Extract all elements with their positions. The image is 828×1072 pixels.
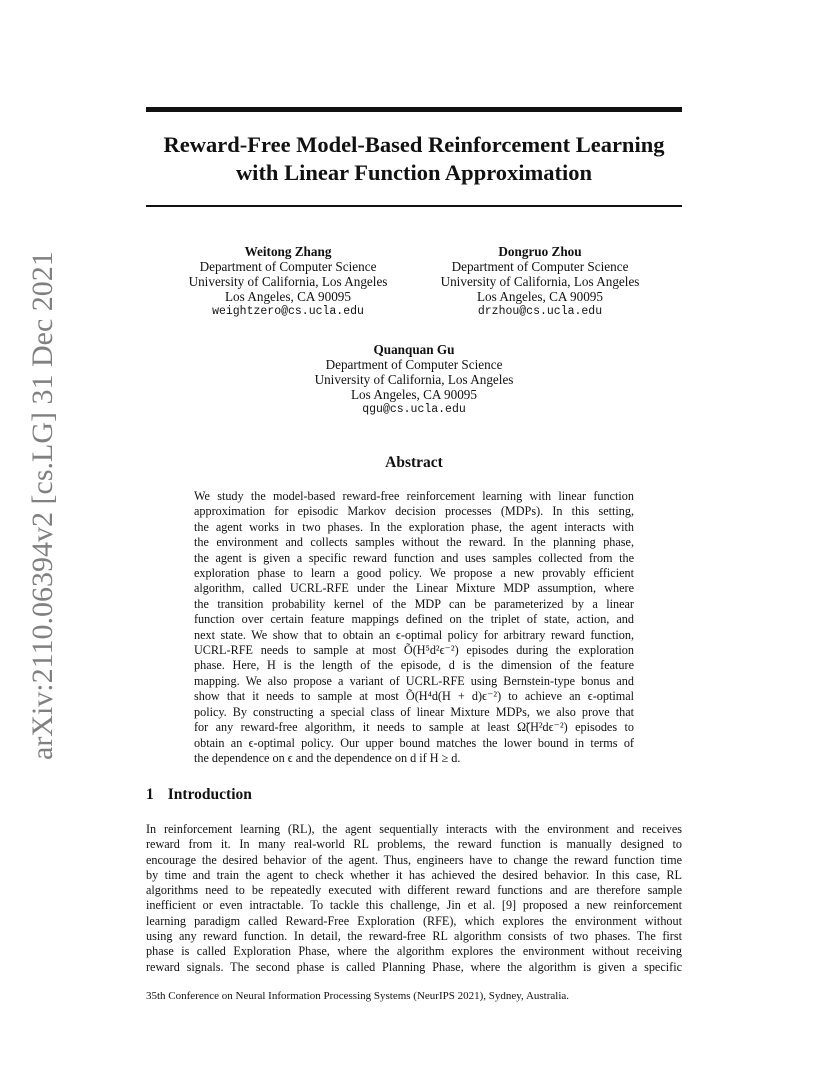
title-top-rule <box>146 107 682 112</box>
text-line: encourage the desired behavior of the agent. Thus, engineers have to change the reward function time <box>146 852 682 867</box>
author-name: Quanquan Gu <box>373 342 455 357</box>
title-line-2: with Linear Function Approximation <box>235 160 593 185</box>
text-line: the dependence on ϵ and the dependence on d if H ≥ d. <box>194 750 461 765</box>
author-block <box>279 342 549 417</box>
text-line: We study the model-based reward-free reinforcement learning with linear function <box>194 489 634 503</box>
author-university: University of California, Los Angeles <box>188 274 388 289</box>
text-line: reward from it. In many real-world RL problems, the reward function is manually designed to <box>146 837 682 852</box>
author-university: University of California, Los Angeles <box>440 274 640 289</box>
paper-title <box>146 131 682 187</box>
section-number: 1 <box>146 786 154 803</box>
introduction-body <box>146 822 682 975</box>
text-line: UCRL-RFE needs to sample at most Õ(H⁵d²ϵ⁻²) episodes during the exploration <box>194 643 634 658</box>
text-line: show that it needs to sample at most Õ(H⁴d(H + d)ϵ⁻²) to achieve an ϵ-optimal <box>194 689 634 704</box>
section-title: Introduction <box>167 786 252 803</box>
author-city: Los Angeles, CA 90095 <box>350 387 477 402</box>
title-line-1: Reward-Free Model-Based Reinforcement Learning <box>163 132 665 157</box>
text-line: the agent is given a specific reward function and uses samples collected from the <box>194 550 634 565</box>
text-line: policy. By constructing a special class of linear Mixture MDPs, we also prove that <box>194 704 634 719</box>
author-department: Department of Computer Science <box>325 357 503 372</box>
author-email: drzhou@cs.ucla.edu <box>477 305 603 318</box>
author-block <box>405 244 675 319</box>
author-email: qgu@cs.ucla.edu <box>362 403 466 416</box>
text-line: the environment and collects samples without the reward. In the planning phase, <box>194 535 634 550</box>
text-line: function over certain feature mappings defined on the triplet of state, action, and <box>194 612 634 627</box>
conference-footnote: 35th Conference on Neural Information Processing Systems (NeurIPS 2021), Sydney, Australia. <box>146 990 570 1002</box>
text-line: mapping. We also propose a variant of UCRL-RFE using Bernstein-type bonus and <box>194 673 634 688</box>
author-block <box>153 244 423 319</box>
author-university: University of California, Los Angeles <box>314 372 514 387</box>
section-heading <box>146 786 252 804</box>
text-line: In reinforcement learning (RL), the agent sequentially interacts with the environment and receives <box>146 822 682 836</box>
text-line: learning paradigm called Reward-Free Exploration (RFE), which explores the environment without <box>146 913 682 928</box>
text-line: exploration phase to learn a good policy. We propose a new provably efficient <box>194 566 634 581</box>
author-name: Dongruo Zhou <box>498 244 582 259</box>
text-line: the transition probability kernel of the MDP can be parameterized by a linear <box>194 596 634 611</box>
text-line: algorithm, called UCRL-RFE under the Linear Mixture MDP assumption, where <box>194 581 634 596</box>
author-department: Department of Computer Science <box>199 259 377 274</box>
text-line: approximation for episodic Markov decision processes (MDPs). In this setting, <box>194 504 634 519</box>
text-line: phase is called Exploration Phase, where the algorithm explores the environment without receiving <box>146 944 682 959</box>
author-city: Los Angeles, CA 90095 <box>224 289 351 304</box>
author-department: Department of Computer Science <box>451 259 629 274</box>
text-line: using any reward function. In detail, the reward-free RL algorithm consists of two phases. The first <box>146 929 682 944</box>
text-line: obtain an ϵ-optimal policy. Our upper bound matches the lower bound in terms of <box>194 735 634 750</box>
text-line: the agent works in two phases. In the exploration phase, the agent interacts with <box>194 519 634 534</box>
text-line: reward signals. The second phase is called Planning Phase, where the algorithm is given a specific <box>146 959 682 974</box>
text-line: inefficient or even intractable. To tackle this challenge, Jin et al. [9] proposed a new reinforcement <box>146 898 682 913</box>
arxiv-identifier: arXiv:2110.06394v2 [cs.LG] 31 Dec 2021 <box>26 251 59 760</box>
author-name: Weitong Zhang <box>244 244 332 259</box>
text-line: phase. Here, H is the length of the episode, d is the dimension of the feature <box>194 658 634 673</box>
text-line: next state. We show that to obtain an ϵ-optimal policy for arbitrary reward function, <box>194 627 634 642</box>
abstract-heading: Abstract <box>385 454 443 471</box>
abstract-body <box>194 489 634 766</box>
text-line: algorithms need to be repeatedly executed with different reward functions and are therefore sample <box>146 883 682 898</box>
text-line: by time and train the agent to check whether it has achieved the desired behavior. In this case, RL <box>146 867 682 882</box>
author-email: weightzero@cs.ucla.edu <box>212 305 364 318</box>
text-line: for any reward-free algorithm, it needs to sample at least Ω̃(H²dϵ⁻²) episodes to <box>194 720 634 735</box>
title-bottom-rule <box>146 205 682 207</box>
author-city: Los Angeles, CA 90095 <box>476 289 603 304</box>
